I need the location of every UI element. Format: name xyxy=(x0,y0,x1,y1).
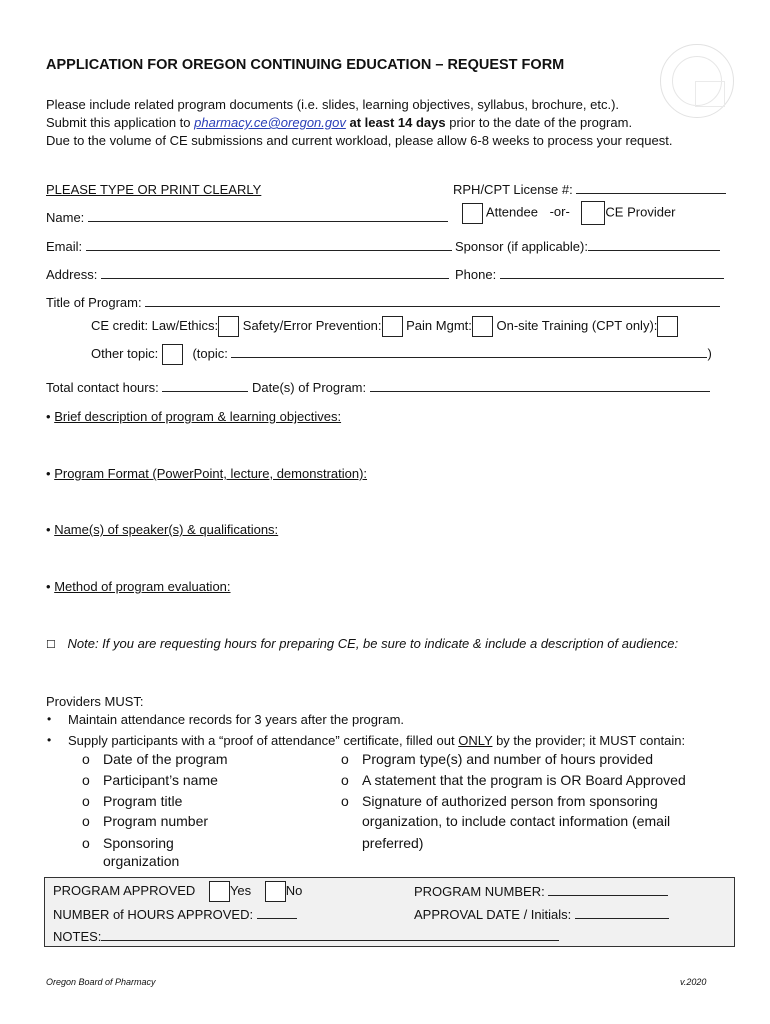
dates-field[interactable] xyxy=(370,381,710,392)
footer-version: v.2020 xyxy=(680,977,707,987)
bullet-2-prefix: Supply participants with a “proof of attendance” certificate, filled out xyxy=(68,733,455,748)
ce-credit-label: CE credit: Law/Ethics: xyxy=(91,317,219,333)
format-section xyxy=(46,466,367,481)
program-number-label: PROGRAM NUMBER: xyxy=(414,884,545,899)
left-item-title: Program title xyxy=(103,793,183,809)
other-topic-checkbox[interactable] xyxy=(162,344,183,365)
evaluation-section xyxy=(46,579,231,594)
approved-no-checkbox[interactable] xyxy=(265,881,286,902)
email-link[interactable]: pharmacy.ce@oregon.gov xyxy=(194,115,346,130)
sub-bullet-icon: o xyxy=(82,835,90,851)
address-label: Address: xyxy=(46,267,98,282)
right-item-statement: A statement that the program is OR Board Approved xyxy=(362,772,686,788)
attendee-checkbox[interactable] xyxy=(462,203,483,224)
sub-bullet-icon: o xyxy=(82,793,90,809)
bullet-icon: • xyxy=(46,409,51,424)
ce-provider-label: CE Provider xyxy=(605,204,676,220)
right-item-type: Program type(s) and number of hours provided xyxy=(362,751,654,767)
or-label: -or- xyxy=(549,204,570,220)
providers-bullet-1: Maintain attendance records for 3 years after the program. xyxy=(68,712,405,727)
left-item-number: Program number xyxy=(103,813,209,829)
sub-bullet-icon: o xyxy=(341,751,349,767)
contact-hours-field[interactable] xyxy=(162,381,248,392)
hours-approved-row xyxy=(53,907,297,922)
notes-row xyxy=(53,929,559,944)
providers-bullet-2 xyxy=(68,733,685,748)
attendee-label: Attendee xyxy=(485,204,538,220)
left-item-date: Date of the program xyxy=(103,751,228,767)
left-item-sponsoring: Sponsoring xyxy=(103,835,174,851)
approved-row xyxy=(53,881,302,902)
type-print-heading: PLEASE TYPE OR PRINT CLEARLY xyxy=(46,182,262,197)
phone-field[interactable] xyxy=(500,268,724,279)
notes-label: NOTES: xyxy=(53,929,102,944)
notes-field[interactable] xyxy=(101,930,559,941)
yes-label: Yes xyxy=(229,882,252,898)
email-field[interactable] xyxy=(86,240,452,251)
form-title: APPLICATION FOR OREGON CONTINUING EDUCATION – REQUEST FORM xyxy=(46,57,565,73)
program-title-row xyxy=(46,295,720,310)
hours-approved-label: NUMBER of HOURS APPROVED: xyxy=(53,907,254,922)
bullet-2-only: ONLY xyxy=(458,733,493,748)
address-field[interactable] xyxy=(101,268,449,279)
program-number-row xyxy=(414,884,668,899)
intro-line-3: Due to the volume of CE submissions and current workload, please allow 6-8 weeks to process your request. xyxy=(46,133,673,148)
left-item-participant: Participant’s name xyxy=(103,772,218,788)
right-item-signature: Signature of authorized person from sponsoring xyxy=(362,793,658,809)
description-heading: Brief description of program & learning objectives: xyxy=(54,409,342,424)
approval-date-field[interactable] xyxy=(575,908,669,919)
evaluation-heading: Method of program evaluation: xyxy=(54,579,231,594)
note-row xyxy=(46,636,678,651)
program-number-field[interactable] xyxy=(548,885,668,896)
sub-bullet-icon: o xyxy=(341,772,349,788)
sub-bullet-icon: o xyxy=(82,772,90,788)
pain-checkbox[interactable] xyxy=(472,316,493,337)
dates-label: Date(s) of Program: xyxy=(251,380,367,395)
no-label: No xyxy=(285,882,303,898)
license-label: RPH/CPT License #: xyxy=(453,182,573,197)
other-topic-row xyxy=(91,344,712,365)
license-row xyxy=(453,182,726,197)
speakers-heading: Name(s) of speaker(s) & qualifications: xyxy=(54,522,279,537)
right-item-signature-3: preferred) xyxy=(362,835,424,851)
safety-checkbox[interactable] xyxy=(382,316,403,337)
address-row xyxy=(46,267,449,282)
sponsor-field[interactable] xyxy=(588,240,720,251)
name-row xyxy=(46,210,448,225)
approval-date-row xyxy=(414,907,669,922)
sub-bullet-icon: o xyxy=(82,813,90,829)
intro-line-2-suffix: prior to the date of the program. xyxy=(449,115,633,130)
law-ethics-checkbox[interactable] xyxy=(218,316,239,337)
approval-box xyxy=(44,877,735,947)
footer-left: Oregon Board of Pharmacy xyxy=(46,977,156,987)
bullet-icon: • xyxy=(47,712,52,726)
right-item-signature-2: organization, to include contact information (email xyxy=(362,813,671,829)
onsite-label: On-site Training (CPT only): xyxy=(496,317,658,333)
name-label: Name: xyxy=(46,210,85,225)
contact-hours-label: Total contact hours: xyxy=(46,380,159,395)
name-field[interactable] xyxy=(88,211,448,222)
attendee-option xyxy=(462,201,676,225)
onsite-checkbox[interactable] xyxy=(657,316,678,337)
topic-close-label: ) xyxy=(707,345,712,361)
intro-line-2 xyxy=(46,115,632,130)
approved-yes-checkbox[interactable] xyxy=(209,881,230,902)
speakers-section xyxy=(46,522,278,537)
approved-label: PROGRAM APPROVED xyxy=(53,882,196,898)
phone-row xyxy=(455,267,724,282)
ce-provider-checkbox[interactable] xyxy=(581,201,605,225)
bullet-icon: • xyxy=(47,733,52,747)
bullet-icon: • xyxy=(46,522,51,537)
safety-label: Safety/Error Prevention: xyxy=(242,317,382,333)
sponsor-row xyxy=(455,239,720,254)
program-title-label: Title of Program: xyxy=(46,295,142,310)
sub-bullet-icon: o xyxy=(82,751,90,767)
approval-date-label: APPROVAL DATE / Initials: xyxy=(414,907,572,922)
intro-deadline: at least 14 days xyxy=(349,115,446,130)
program-title-field[interactable] xyxy=(145,296,720,307)
format-heading: Program Format (PowerPoint, lecture, demonstration): xyxy=(54,466,368,481)
note-checkbox-icon[interactable]: ☐ xyxy=(46,639,56,651)
topic-open-label: (topic: xyxy=(192,345,228,361)
hours-approved-field[interactable] xyxy=(257,908,297,919)
ce-credit-row xyxy=(91,316,678,337)
pain-label: Pain Mgmt: xyxy=(406,317,472,333)
bullet-icon: • xyxy=(46,579,51,594)
sub-bullet-icon: o xyxy=(341,793,349,809)
oregon-seal-logo xyxy=(660,44,734,118)
providers-heading: Providers MUST: xyxy=(46,694,144,709)
left-item-organization: organization xyxy=(103,853,180,869)
sponsor-label: Sponsor (if applicable): xyxy=(455,239,588,254)
note-text: Note: If you are requesting hours for preparing CE, be sure to indicate & include a description of audience: xyxy=(67,636,679,651)
bullet-2-suffix: by the provider; it MUST contain: xyxy=(496,733,686,748)
license-field[interactable] xyxy=(576,183,726,194)
other-topic-label: Other topic: xyxy=(91,345,159,361)
email-label: Email: xyxy=(46,239,83,254)
hours-row xyxy=(46,380,710,395)
intro-line-1: Please include related program documents (i.e. slides, learning objectives, syllabus, brochure, etc.). xyxy=(46,97,620,112)
phone-label: Phone: xyxy=(455,267,497,282)
topic-field[interactable] xyxy=(231,347,707,358)
bullet-icon: • xyxy=(46,466,51,481)
intro-line-2-prefix: Submit this application to xyxy=(46,115,191,130)
email-row xyxy=(46,239,452,254)
description-section xyxy=(46,409,341,424)
